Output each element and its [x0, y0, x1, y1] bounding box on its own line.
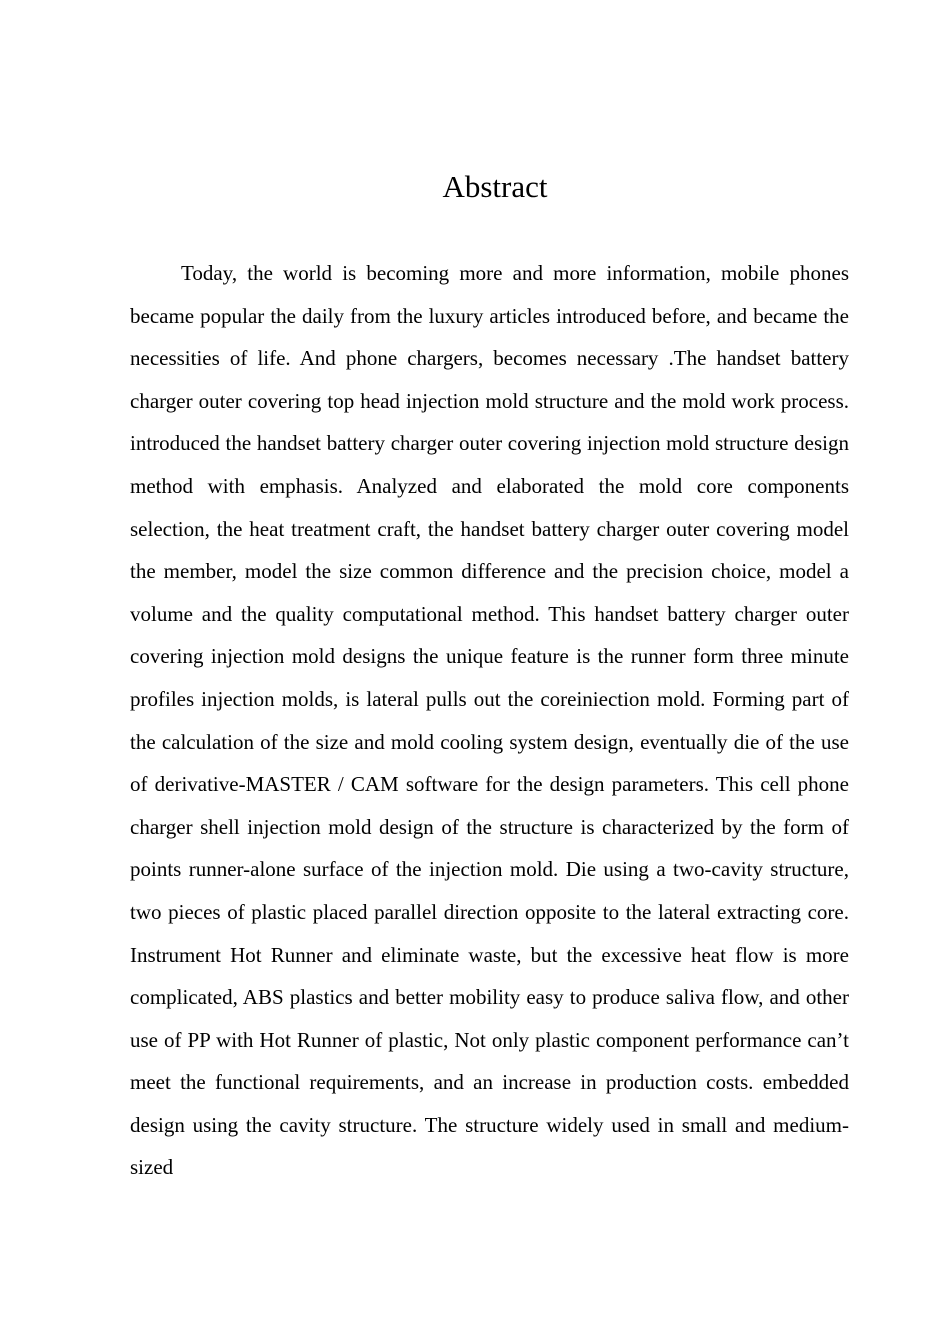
page-title: Abstract [442, 169, 548, 204]
abstract-paragraph: Today, the world is becoming more and more information, mobile phones became popular the daily from the luxury articles introduced before, and became the necessities of life. And phone chargers, becomes necessary .The handset battery charger outer covering top head injection mold structure and the mold work process. introduced the handset battery charger outer covering injection mold structure design method with emphasis. Analyzed and elaborated the mold core components selection, the heat treatment craft, the handset battery charger outer covering model the member, model the size common difference and the precision choice, model a volume and the quality computational method. This handset battery charger outer covering injection mold designs the unique feature is the runner form three minute profiles injection molds, is lateral pulls out the coreiniection mold. Forming part of the calculation of the size and mold cooling system design, eventually die of the use of derivative-MASTER / CAM software for the design parameters. This cell phone charger shell injection mold design of the structure is characterized by the form of points runner-alone surface of the injection mold. Die using a two-cavity structure, two pieces of plastic placed parallel direction opposite to the lateral extracting core. Instrument Hot Runner and eliminate waste, but the excessive heat flow is more complicated, ABS plastics and better mobility easy to produce saliva flow, and other use of PP with Hot Runner of plastic, Not only plastic component performance can’t meet the functional requirements, and an increase in production costs. embedded design using the cavity structure. The structure widely used in small and medium-sized [130, 261, 849, 1180]
